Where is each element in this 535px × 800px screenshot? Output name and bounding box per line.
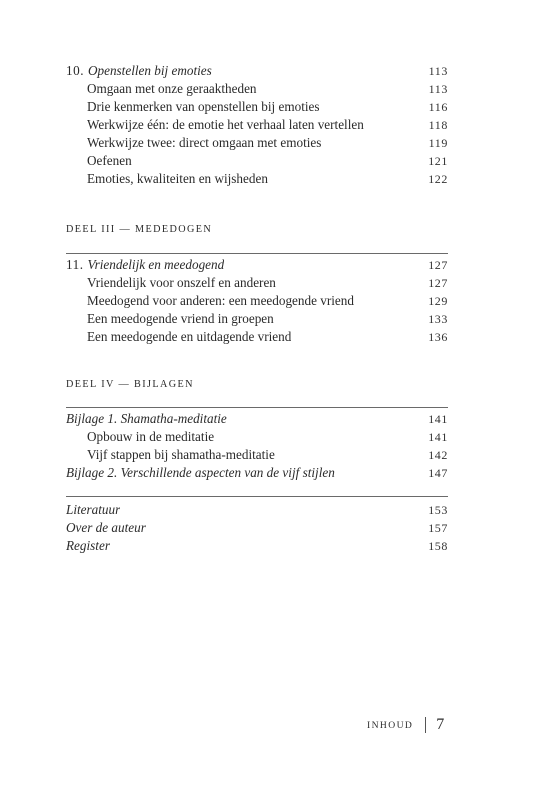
page-number: 116: [428, 100, 448, 114]
entry-title: Vriendelijk voor onszelf en anderen: [87, 275, 276, 290]
page-number: 121: [428, 154, 448, 168]
entry-title: Vijf stappen bij shamatha-meditatie: [87, 447, 275, 462]
running-footer-label: INHOUD: [367, 719, 414, 731]
page-number: 141: [428, 412, 448, 426]
page-number: 153: [428, 503, 448, 517]
backmatter-section: [66, 501, 448, 555]
toc-entry-appendix-1: [66, 410, 448, 428]
chapter-title: Openstellen bij emoties: [87, 63, 212, 78]
page-number: 127: [428, 276, 448, 290]
chapter-11-section: [66, 256, 448, 346]
toc-entry: [66, 446, 448, 464]
entry-title: Over de auteur: [66, 520, 146, 535]
toc-entry-appendix-2: [66, 464, 448, 482]
entry-title: Opbouw in de meditatie: [87, 429, 215, 444]
entry-title: Werkwijze twee: direct omgaan met emoties: [87, 135, 322, 150]
appendix-title: Bijlage 2. Verschillende aspecten van de vijf stijlen: [66, 465, 335, 480]
toc-entry: [66, 428, 448, 446]
toc-entry: [66, 274, 448, 292]
entry-title: Oefenen: [87, 153, 132, 168]
entry-title: Een meedogende en uitdagende vriend: [87, 329, 292, 344]
entry-title: Omgaan met onze geraaktheden: [87, 81, 257, 96]
part-4-header: [66, 376, 448, 394]
page-number: 122: [428, 172, 448, 186]
chapter-10-section: [66, 62, 448, 188]
toc-entry: [66, 98, 448, 116]
part-3-header: [66, 221, 448, 239]
entry-title: Drie kenmerken van openstellen bij emoties: [87, 99, 320, 114]
page-number: 141: [428, 430, 448, 444]
toc-entry: [66, 116, 448, 134]
part-heading: DEEL IV — BIJLAGEN: [66, 379, 194, 390]
toc-entry-literature: [66, 501, 448, 519]
page-number: 118: [428, 118, 448, 132]
divider: [66, 407, 448, 408]
toc-entry: [66, 310, 448, 328]
page-footer: [367, 713, 444, 737]
page-number: 158: [428, 539, 448, 553]
chapter-number: 11.: [66, 257, 84, 272]
toc-entry-about-author: [66, 519, 448, 537]
divider: [66, 253, 448, 254]
toc-entry-chapter-10: [66, 62, 448, 80]
entry-title: Meedogend voor anderen: een meedogende vriend: [87, 293, 354, 308]
folio-page-number: 7: [436, 716, 445, 733]
toc-entry-register: [66, 537, 448, 555]
page-number: 119: [428, 136, 448, 150]
entry-title: Werkwijze één: de emotie het verhaal laten vertellen: [87, 117, 364, 132]
toc-entry: [66, 80, 448, 98]
page-number: 142: [428, 448, 448, 462]
page-number: 127: [428, 258, 448, 272]
toc-entry: [66, 134, 448, 152]
toc-entry: [66, 170, 448, 188]
entry-title: Literatuur: [66, 502, 121, 517]
appendix-title: Bijlage 1. Shamatha-meditatie: [66, 411, 227, 426]
toc-entry: [66, 292, 448, 310]
divider: [66, 496, 448, 497]
entry-title: Emoties, kwaliteiten en wijsheden: [87, 171, 268, 186]
page-number: 113: [428, 64, 448, 78]
entry-title: Een meedogende vriend in groepen: [87, 311, 274, 326]
page-number: 113: [428, 82, 448, 96]
page-number: 157: [428, 521, 448, 535]
page-number: 136: [428, 330, 448, 344]
part-heading: DEEL III — MEDEDOGEN: [66, 224, 213, 235]
toc-entry-chapter-11: [66, 256, 448, 274]
chapter-title: Vriendelijk en meedogend: [87, 257, 225, 272]
footer-separator: [425, 717, 426, 733]
toc-entry: [66, 152, 448, 170]
page-number: 133: [428, 312, 448, 326]
entry-title: Register: [66, 538, 110, 553]
appendix-section: [66, 410, 448, 482]
chapter-number: 10.: [66, 63, 84, 78]
page-number: 129: [428, 294, 448, 308]
toc-entry: [66, 328, 448, 346]
page-number: 147: [428, 466, 448, 480]
